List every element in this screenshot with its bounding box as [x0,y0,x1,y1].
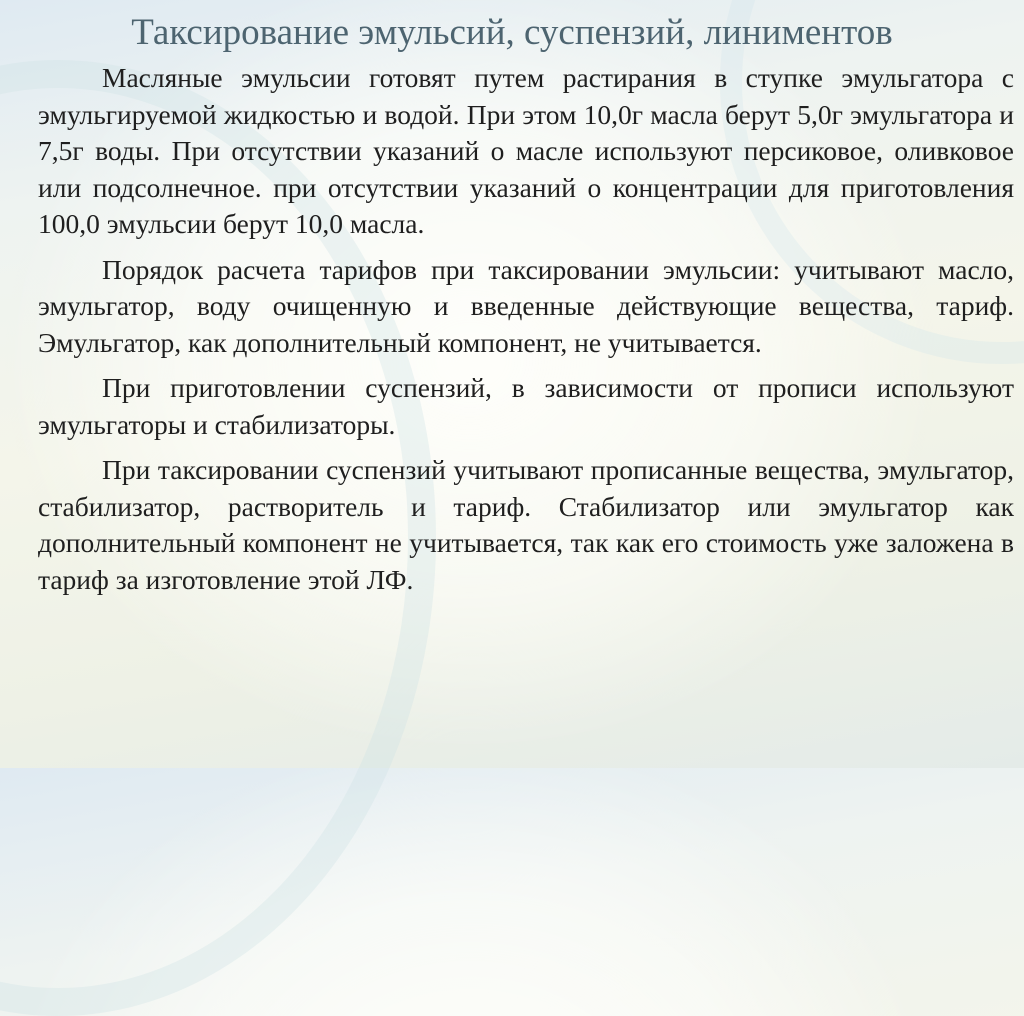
paragraph-emulsion-tariff: Порядок расчета тарифов при таксировании эмульсии: учитывают масло, эмульгатор, воду очищенную и введенные действующие вещества, тариф. Эмульгатор, как дополнительный компонент, не учитывается. [38,253,1014,358]
slide-title: Таксирование эмульсий, суспензий, линиментов [131,12,893,53]
slide-body [38,60,1014,607]
paragraph-emulsion-preparation: Масляные эмульсии готовят путем растирания в ступке эмульгатора с эмульгируемой жидкостью и водой. При этом 10,0г масла берут 5,0г эмульгатора и 7,5г воды. При отсутствии указаний о масле используют персиковое, оливковое или подсолнечное. при отсутствии указаний о концентрации для приготовления 100,0 эмульсии берут 10,0 масла. [38,62,1014,239]
paragraph-suspension-tariff: При таксировании суспензий учитывают прописанные вещества, эмульгатор, стабилизатор, растворитель и тариф. Стабилизатор или эмульгатор как дополнительный компонент не учитывается, так как его стоимость уже заложена в тариф за изготовление этой ЛФ. [38,454,1014,595]
paragraph-suspension-preparation: При приготовлении суспензий, в зависимости от прописи используют эмульгаторы и стабилизаторы. [38,372,1014,440]
